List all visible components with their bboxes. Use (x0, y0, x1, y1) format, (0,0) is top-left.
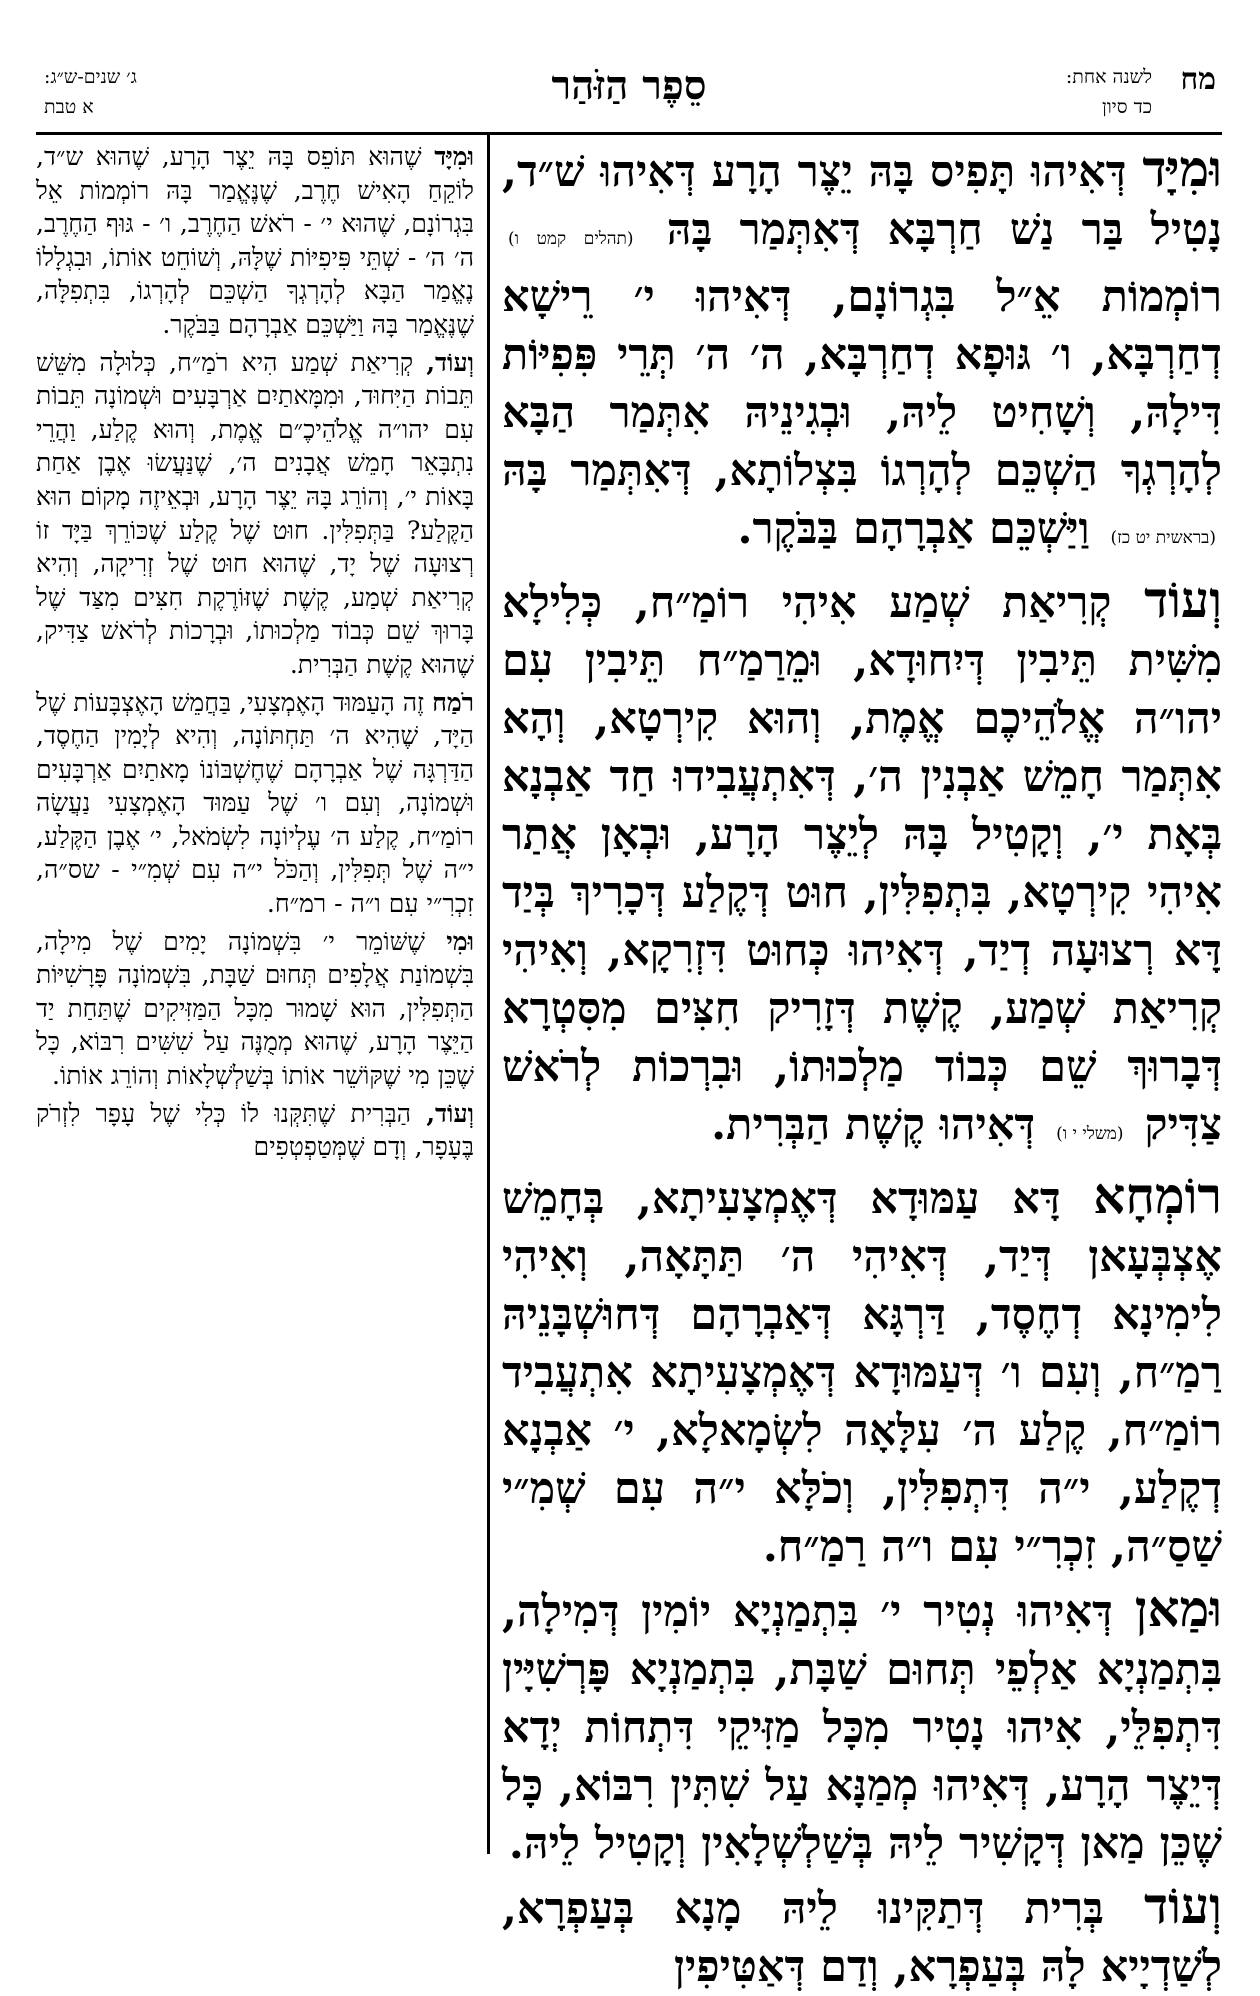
paragraph-text: דְּאִיהוּ נְטִיר י׳ בִּתְמַנְיָא יוֹמִין דְּמִילָה, בִּתְמַנְיָא אַלְפֵי תְּחוּם שַׁבָּת, בִּתְמַנְיָא פָּרְשִׁיָּין דִּתְפִלֵּי, אִיהוּ נָטִיר מִכָּל מַזִּיקֵי דִּתְחוֹת יְדָא דְּיֵצֶר הָרָע, דְּאִיהוּ מְמַנָּא עַל שִׁתִּין רִבּוֹא, כָּל שֶׁכֵּן מַאן דְּקָשִׁיר לֵיהּ בְּשַׁלְשְׁלָאִין וְקָטִיל לֵיהּ. (502, 1587, 1222, 1869)
verse-reference: (משלי י ו) (1056, 1124, 1124, 1144)
paragraph-lead-word: וְעוֹד (1144, 570, 1222, 629)
main-paragraph-5 (502, 1877, 1222, 1996)
header-left (36, 60, 356, 130)
paragraph-text: רוֹמְמוֹת אֵ״ל בִּגְרוֹנָם, דְּאִיהוּ י׳ רֵישָׁא דְחַרְבָּא, ו׳ גּוּפָא דְחַרְבָּא, ה׳ ה׳ תְּרֵי פִּפִיּוֹת דִּילָהּ, וְשָׁחִיט לֵיהּ, וּבְגִינֵיהּ אִתְּמַר הַבָּא לְהָרְגְךָ הַשְׁכֵּם לְהָרְגוֹ בִּצְלוֹתָא, דְּאִתְּמַר בָּהּ (502, 272, 1222, 496)
verse-reference: (תהלים קמט ו) (508, 229, 634, 249)
paragraph-lead-word: וּמִיָּד (1142, 139, 1222, 198)
side-paragraph-2 (36, 346, 474, 682)
study-schedule-three-years: ג׳ שנים-ש״ג: (44, 66, 137, 88)
paragraph-text: דָּא עַמּוּדָא דְּאֶמְצָעִיתָא, בְּחָמֵשׁ אֶצְבְּעָאן דְּיַד, דְּאִיהִי ה׳ תַּתָּאָה, וְאִיהִי לִימִינָא דְחֶסֶד, דַּרְגָּא דְּאַבְרָהָם דְּחוּשְׁבָּנֵיהּ רַמַ״ח, וְעִם ו׳ דְּעַמּוּדָא דְּאֶמְצָעִיתָא אִתְעֲבִיד רוֹמַ״ח, קֶלַע ה׳ עִלָּאָה לִשְׂמָאלָא, י׳ אַבְנָא דְקֶלַע, י״ה דִּתְפִלִּין, וְכֹלָּא י״ה עִם שְׁמִ״י שַׁסַ״ה, זִכְרִ״י עִם ו״ה רַמַ״ח. (502, 1174, 1222, 1572)
paragraph-lead-word: וְעוֹד (1144, 1876, 1222, 1935)
side-paragraph-4 (36, 925, 474, 1093)
paragraph-text: בְּרִית דְּתַקִּינוּ לֵיהּ מָנָא בְּעַפְרָא, לְשַׁדְיָיא לָהּ בְּעַפְרָא, וְדַם דְּאַטִּיפִין (502, 1884, 1222, 1992)
aramaic-column (502, 139, 1222, 1992)
study-date-three-years: א טבת (44, 96, 94, 118)
page-header (36, 60, 1222, 132)
paragraph-text: קְרִיאַת שְׁמַע הִיא רֹמַ״ח, כְּלוּלָה מִשֵּׁשׁ תֵּבוֹת הַיִּחוּד, וּמִמָּאתַיִם אַרְבָּעִים וּשְׁמוֹנָה תֵּבוֹת עִם יהו״ה אֱלֹהֵיכֶ״ם אֱמֶת, וְהוּא קֶלַע, וַהֲרֵי נִתְבָּאֵר חָמֵשׁ אֲבָנִים ה׳, שֶׁנַּעֲשׂוּ אֶבֶן אַחַת בָּאוֹת י׳, וְהוֹרֵג בָּהּ יֵצֶר הָרָע, וּבְאֵיזֶה מָקוֹם הוּא הַקֶּלַע? בַּתְּפִלִּין. חוּט שֶׁל קֶלַע שֶׁכּוֹרֵךְ בַּיָּד זוֹ רְצוּעָה שֶׁל יָד, שֶׁהוּא חוּט שֶׁל זְרִיקָה, וְהִיא קְרִיאַת שְׁמַע, קֶשֶׁת שֶׁזּוֹרֶקֶת חִצִּים מִצַּד שֶׁל בָּרוּךְ שֵׁם כְּבוֹד מַלְכוּתוֹ, וּבְרָכוֹת לְרֹאשׁ צַדִּיק, שֶׁהוּא קֶשֶׁת הַבְּרִית. (36, 347, 474, 679)
main-paragraph-2 (502, 571, 1222, 1163)
paragraph-text: קְרִיאַת שְׁמַע אִיהִי רוֹמַ״ח, כְּלִילָא מִשִּׁית תֵּיבִין דְּיִחוּדָא, וּמֵרַמַ״ח תֵּיבִין עִם יהו״ה אֱלֹהֵיכֶם אֱמֶת, וְהוּא קִירְטָא, וְהָא אִתְּמַר חָמֵשׁ אַבְנִין ה׳, דְּאִתְעֲבִידוּ חַד אַבְנָא בְּאָת י׳, וְקָטִיל בָּהּ לְיֵצֶר הָרָע, וּבְאָן אֲתַר אִיהִי קִירְטָא, בִּתְפִלִּין, חוּט דְּקֶלַע דְּכָרִיךְ בְּיַד דָּא רְצוּעָה דְיַד, דְּאִיהוּ כְּחוּט דִּזְרִקָא, וְאִיהִי קְרִיאַת שְׁמַע, קֶשֶׁת דְּזָרִיק חִצִּים מִסִּטְרָא דְּבָרוּךְ שֵׁם כְּבוֹד מַלְכוּתוֹ, וּבִרְכוֹת לְרֹאשׁ צַדִּיק (502, 578, 1222, 1150)
book-title: סֵפֶר הַזֹּהַר (551, 62, 707, 109)
study-schedule-one-year: לשנה אחת: (1065, 66, 1152, 88)
page-number: מח (1180, 62, 1216, 97)
paragraph-lead-word: וְעוֹד, (426, 1098, 474, 1128)
paragraph-text: וַיַּשְׁכֵּם אַבְרָהָם בַּבֹּקֶר. (737, 504, 1090, 554)
column-divider (487, 134, 490, 1854)
verse-reference: (בראשית יט כז) (1110, 528, 1216, 548)
paragraph-text: זֶה הָעַמּוּד הָאֶמְצָעִי, בַּחֲמֵשׁ הָאֶצְבָּעוֹת שֶׁל הַיָּד, שֶׁהִיא ה׳ תַּחְתּוֹנָה, וְהִיא לְיָמִין הַחֶסֶד, הַדַּרְגָּה שֶׁל אַבְרָהָם שֶׁחֶשְׁבּוֹנוֹ מָאתַיִם אַרְבָּעִים וּשְׁמוֹנָה, וְעִם ו׳ שֶׁל עַמּוּד הָאֶמְצָעִי נַעֲשָׂה רוֹמַ״ח, קֶלַע ה׳ עֶלְיוֹנָה לִשְׂמֹאל, י׳ אֶבֶן הַקֶּלַע, י״ה שֶׁל תְּפִלִּין, וְהַכֹּל י״ה עִם שְׁמִ״י - שס״ה, זִכְרִ״י עִם ו״ה - רמ״ח. (36, 687, 474, 919)
main-paragraph-1 (502, 140, 1222, 567)
side-paragraph-5 (36, 1097, 474, 1164)
paragraph-lead-word: וּמִי (446, 926, 474, 956)
paragraph-lead-word: רֹמַח (432, 687, 474, 717)
header-rule (36, 132, 1222, 135)
paragraph-text: שֶׁשּׁוֹמֵר י׳ בִּשְׁמוֹנָה יָמִים שֶׁל מִילָה, בִּשְׁמוֹנַת אֲלָפִים תְּחוּם שַׁבָּת, בִּשְׁמוֹנָה פָּרָשִׁיּוֹת הַתְּפִלִּין, הוּא שָׁמוּר מִכָּל הַמַּזִּיקִים שֶׁתַּחַת יַד הַיֵּצֶר הָרָע, שֶׁהוּא מְמֻנֶּה עַל שִׁשִּׁים רִבּוֹא, כָּל שֶׁכֵּן מִי שֶׁקּוֹשֵׁר אוֹתוֹ בְּשַׁלְשְׁלָאוֹת וְהוֹרֵג אוֹתוֹ. (36, 926, 474, 1091)
paragraph-text: דְּאִיהוּ תָּפִיס בָּהּ יֵצֶר הָרָע דְּאִיהוּ שׁ״ד, נָטִיל בַּר נַשׁ חַרְבָּא דְּאִתְּמַר בָּהּ (502, 147, 1222, 255)
paragraph-lead-word: רוֹמְחָא (1093, 1166, 1222, 1225)
paragraph-text: הַבְּרִית שֶׁתִּקְּנוּ לוֹ כְּלִי שֶׁל עָפָר לִזְרֹק בֶּעָפָר, וְדָם שֶׁמְּטַפְטְפִים (36, 1098, 474, 1162)
main-paragraph-3 (502, 1167, 1222, 1576)
main-paragraph-4 (502, 1580, 1222, 1873)
side-paragraph-1 (36, 140, 474, 342)
paragraph-lead-word: וּמַאן (1134, 1579, 1222, 1638)
paragraph-lead-word: וְעוֹד, (426, 347, 474, 377)
paragraph-lead-word: וּמִיָּד (434, 142, 474, 171)
hebrew-translation-column (36, 140, 474, 1860)
study-date-one-year: כד סיון (1102, 96, 1152, 118)
paragraph-text: דְּאִיהוּ קֶשֶׁת הַבְּרִית. (711, 1100, 1036, 1150)
paragraph-text: שֶׁהוּא תּוֹפֵס בָּהּ יֵצֶר הָרָע, שֶׁהוּא ש״ד, לוֹקֵחַ הָאִישׁ חֶרֶב, שֶׁנֶּאֱמַר בָּהּ רוֹמְמוֹת אֵל בִּגְרוֹנָם, שֶׁהוּא י׳ - רֹאשׁ הַחֶרֶב, ו׳ - גּוּף הַחֶרֶב, ה׳ ה׳ - שְׁתֵּי פִּיפִיּוֹת שֶׁלָּהּ, וְשׁוֹחֵט אוֹתוֹ, וּבִגְלָלוֹ נֶאֱמַר הַבָּא לְהָרְגְךָ הַשְׁכֵּם לְהָרְגוֹ, בִּתְפִלָּה, שֶׁנֶּאֱמַר בָּהּ וַיַּשְׁכֵּם אַבְרָהָם בַּבֹּקֶר. (36, 142, 474, 339)
side-paragraph-3 (36, 686, 474, 921)
